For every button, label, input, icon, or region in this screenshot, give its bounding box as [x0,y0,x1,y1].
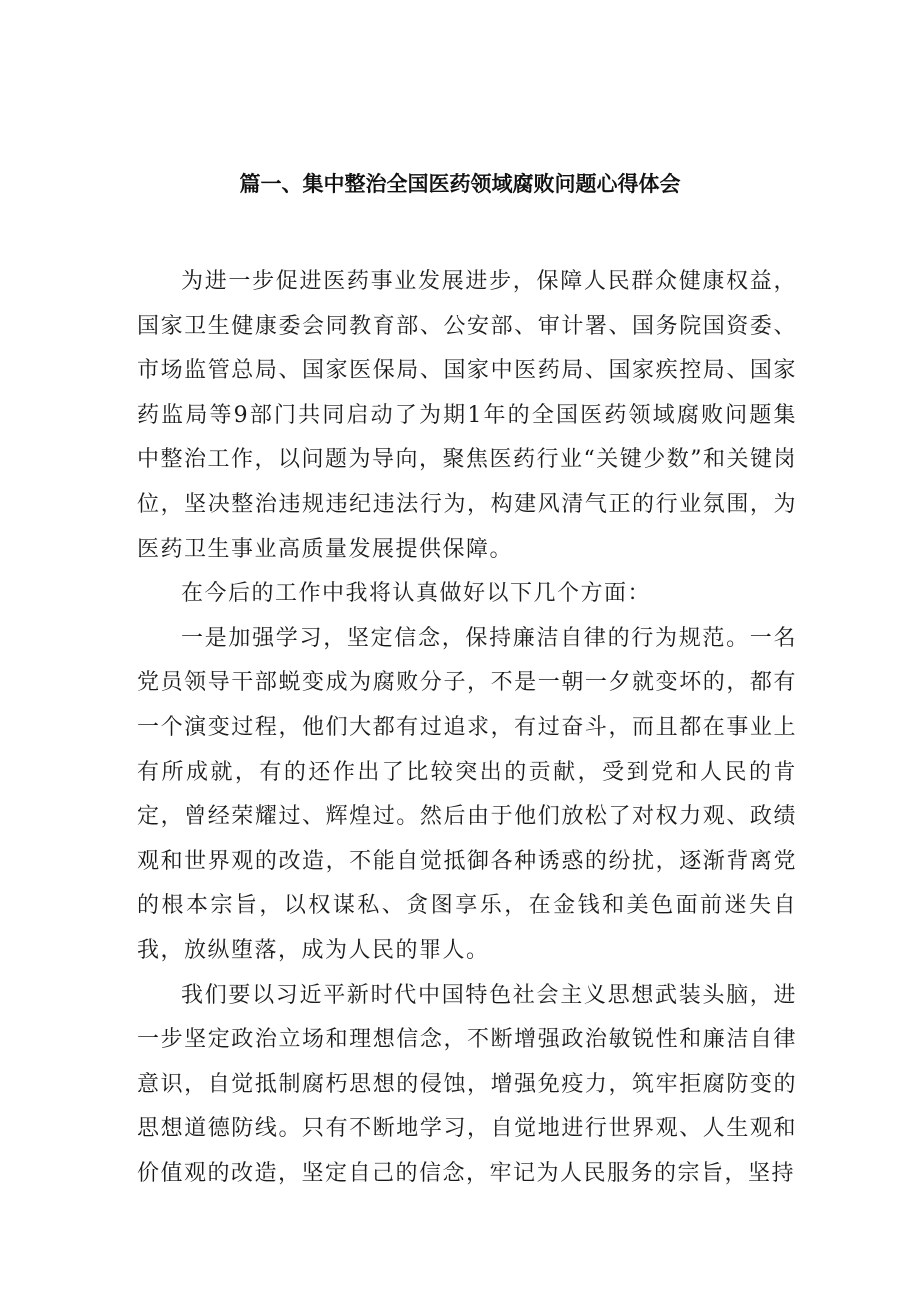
paragraph-3: 一是加强学习，坚定信念，保持廉洁自律的行为规范。一名党员领导干部蜕变成为腐败分子，不是一朝一夕就变坏的，都有一个演变过程，他们大都有过追求，有过奋斗，而且都在事业上有所成就，有的还作出了比较突出的贡献，受到党和人民的肯定，曾经荣耀过、辉煌过。然后由于他们放松了对权力观、政绩观和世界观的改造，不能自觉抵御各种诱惑的纷扰，逐渐背离党的根本宗旨，以权谋私、贪图享乐，在金钱和美色面前迷失自我，放纵堕落，成为人民的罪人。 [137,625,797,963]
paragraph-2: 在今后的工作中我将认真做好以下几个方面： [181,581,652,607]
document-title: 篇一、集中整治全国医药领域腐败问题心得体会 [239,172,681,196]
paragraph-1: 为进一步促进医药事业发展进步，保障人民群众健康权益，国家卫生健康委会同教育部、公安部、审计署、国务院国资委、市场监管总局、国家医保局、国家中医药局、国家疾控局、国家药监局等9部门共同启动了为期1年的全国医药领域腐败问题集中整治工作，以问题为导向，聚焦医药行业“关键少数”和关键岗位，坚决整治违规违纪违法行为，构建风清气正的行业氛围，为医药卫生事业高质量发展提供保障。 [137,269,797,562]
document-body [137,260,797,1196]
paragraph-4: 我们要以习近平新时代中国特色社会主义思想武装头脑，进一步坚定政治立场和理想信念，不断增强政治敏锐性和廉洁自律意识，自觉抵制腐朽思想的侵蚀，增强免疫力，筑牢拒腐防变的思想道德防线。只有不断地学习，自觉地进行世界观、人生观和价值观的改造，坚定自己的信念，牢记为人民服务的宗旨，坚持 [137,982,797,1186]
